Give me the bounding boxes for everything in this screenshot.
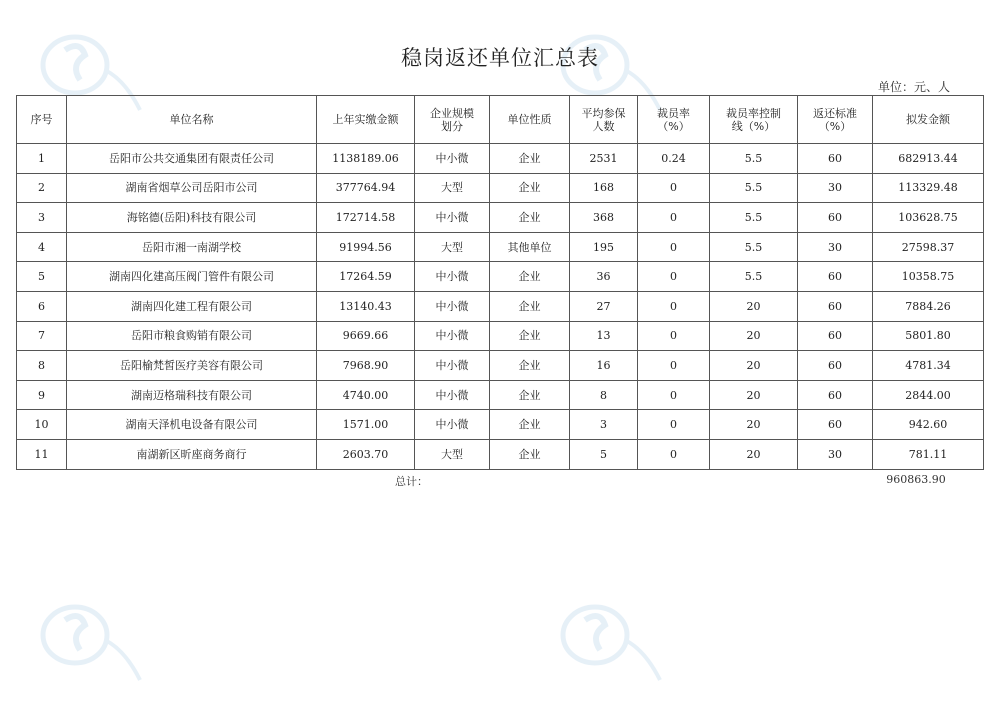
cell-avg-insured: 195 bbox=[570, 232, 638, 262]
cell-layoff-control-line: 5.5 bbox=[710, 173, 798, 203]
header-paid-amount: 上年实缴金额 bbox=[317, 96, 415, 144]
cell-index: 10 bbox=[17, 410, 67, 440]
cell-layoff-rate: 0 bbox=[638, 173, 710, 203]
cell-index: 3 bbox=[17, 203, 67, 233]
cell-paid-amount: 17264.59 bbox=[317, 262, 415, 292]
table-row bbox=[17, 380, 984, 410]
cell-index: 8 bbox=[17, 351, 67, 381]
cell-paid-amount: 2603.70 bbox=[317, 439, 415, 469]
cell-refund-standard: 60 bbox=[798, 144, 873, 174]
cell-proposed-amount: 2844.00 bbox=[873, 380, 984, 410]
cell-layoff-rate: 0.24 bbox=[638, 144, 710, 174]
cell-proposed-amount: 113329.48 bbox=[873, 173, 984, 203]
cell-layoff-control-line: 5.5 bbox=[710, 232, 798, 262]
cell-proposed-amount: 682913.44 bbox=[873, 144, 984, 174]
cell-refund-standard: 30 bbox=[798, 439, 873, 469]
cell-unit-name: 岳阳市粮食购销有限公司 bbox=[67, 321, 317, 351]
cell-unit-type: 企业 bbox=[490, 351, 570, 381]
cell-refund-standard: 60 bbox=[798, 321, 873, 351]
cell-layoff-rate: 0 bbox=[638, 380, 710, 410]
cell-unit-type: 企业 bbox=[490, 321, 570, 351]
watermark-logo-icon bbox=[30, 590, 150, 690]
cell-unit-type: 企业 bbox=[490, 380, 570, 410]
page-title: 稳岗返还单位汇总表 bbox=[401, 46, 599, 70]
cell-company-size: 大型 bbox=[415, 232, 490, 262]
summary-table bbox=[16, 95, 984, 470]
watermark-logo bbox=[550, 590, 670, 690]
table-row bbox=[17, 351, 984, 381]
cell-company-size: 中小微 bbox=[415, 291, 490, 321]
cell-paid-amount: 9669.66 bbox=[317, 321, 415, 351]
cell-unit-type: 企业 bbox=[490, 291, 570, 321]
header-layoff-control-line: 裁员率控制线（%） bbox=[710, 96, 798, 144]
watermark-logo bbox=[30, 590, 150, 690]
cell-index: 2 bbox=[17, 173, 67, 203]
cell-avg-insured: 36 bbox=[570, 262, 638, 292]
table-row bbox=[17, 291, 984, 321]
cell-index: 7 bbox=[17, 321, 67, 351]
cell-layoff-rate: 0 bbox=[638, 321, 710, 351]
cell-layoff-control-line: 20 bbox=[710, 410, 798, 440]
cell-proposed-amount: 7884.26 bbox=[873, 291, 984, 321]
cell-layoff-control-line: 5.5 bbox=[710, 203, 798, 233]
cell-company-size: 中小微 bbox=[415, 321, 490, 351]
cell-layoff-control-line: 20 bbox=[710, 291, 798, 321]
cell-unit-name: 海铭德(岳阳)科技有限公司 bbox=[67, 203, 317, 233]
cell-unit-name: 岳阳市公共交通集团有限责任公司 bbox=[67, 144, 317, 174]
header-unit-name: 单位名称 bbox=[67, 96, 317, 144]
cell-refund-standard: 60 bbox=[798, 351, 873, 381]
cell-index: 11 bbox=[17, 439, 67, 469]
cell-layoff-rate: 0 bbox=[638, 262, 710, 292]
cell-company-size: 中小微 bbox=[415, 144, 490, 174]
header-layoff-rate: 裁员率（%） bbox=[638, 96, 710, 144]
table-row bbox=[17, 262, 984, 292]
cell-paid-amount: 1138189.06 bbox=[317, 144, 415, 174]
cell-layoff-control-line: 20 bbox=[710, 439, 798, 469]
cell-layoff-rate: 0 bbox=[638, 291, 710, 321]
cell-avg-insured: 2531 bbox=[570, 144, 638, 174]
unit-label: 单位：元、人 bbox=[877, 80, 950, 94]
cell-unit-type: 其他单位 bbox=[490, 232, 570, 262]
cell-unit-type: 企业 bbox=[490, 410, 570, 440]
watermark-logo-icon bbox=[550, 590, 670, 690]
cell-proposed-amount: 27598.37 bbox=[873, 232, 984, 262]
header-index: 序号 bbox=[17, 96, 67, 144]
cell-company-size: 中小微 bbox=[415, 380, 490, 410]
cell-layoff-control-line: 5.5 bbox=[710, 144, 798, 174]
cell-layoff-rate: 0 bbox=[638, 203, 710, 233]
cell-index: 1 bbox=[17, 144, 67, 174]
cell-unit-name: 湖南四化建高压阀门管件有限公司 bbox=[67, 262, 317, 292]
cell-unit-name: 湖南天泽机电设备有限公司 bbox=[67, 410, 317, 440]
cell-unit-name: 湖南省烟草公司岳阳市公司 bbox=[67, 173, 317, 203]
cell-paid-amount: 13140.43 bbox=[317, 291, 415, 321]
cell-refund-standard: 30 bbox=[798, 232, 873, 262]
cell-unit-name: 岳阳市湘一南湖学校 bbox=[67, 232, 317, 262]
cell-unit-type: 企业 bbox=[490, 173, 570, 203]
cell-refund-standard: 60 bbox=[798, 291, 873, 321]
cell-paid-amount: 1571.00 bbox=[317, 410, 415, 440]
cell-layoff-rate: 0 bbox=[638, 351, 710, 381]
cell-avg-insured: 13 bbox=[570, 321, 638, 351]
cell-company-size: 中小微 bbox=[415, 410, 490, 440]
cell-proposed-amount: 5801.80 bbox=[873, 321, 984, 351]
cell-unit-type: 企业 bbox=[490, 144, 570, 174]
cell-avg-insured: 8 bbox=[570, 380, 638, 410]
header-avg-insured: 平均参保人数 bbox=[570, 96, 638, 144]
cell-avg-insured: 168 bbox=[570, 173, 638, 203]
cell-company-size: 中小微 bbox=[415, 262, 490, 292]
cell-proposed-amount: 942.60 bbox=[873, 410, 984, 440]
table-row bbox=[17, 410, 984, 440]
cell-index: 4 bbox=[17, 232, 67, 262]
table-row bbox=[17, 232, 984, 262]
cell-unit-type: 企业 bbox=[490, 439, 570, 469]
cell-proposed-amount: 10358.75 bbox=[873, 262, 984, 292]
cell-index: 9 bbox=[17, 380, 67, 410]
cell-company-size: 中小微 bbox=[415, 351, 490, 381]
cell-paid-amount: 172714.58 bbox=[317, 203, 415, 233]
cell-avg-insured: 16 bbox=[570, 351, 638, 381]
table-row bbox=[17, 321, 984, 351]
cell-layoff-rate: 0 bbox=[638, 439, 710, 469]
cell-paid-amount: 7968.90 bbox=[317, 351, 415, 381]
cell-company-size: 大型 bbox=[415, 173, 490, 203]
cell-avg-insured: 3 bbox=[570, 410, 638, 440]
header-refund-standard: 返还标准（%） bbox=[798, 96, 873, 144]
cell-proposed-amount: 103628.75 bbox=[873, 203, 984, 233]
cell-avg-insured: 27 bbox=[570, 291, 638, 321]
table-body bbox=[17, 144, 984, 470]
cell-refund-standard: 30 bbox=[798, 173, 873, 203]
cell-unit-type: 企业 bbox=[490, 203, 570, 233]
cell-unit-type: 企业 bbox=[490, 262, 570, 292]
table-row bbox=[17, 203, 984, 233]
cell-avg-insured: 368 bbox=[570, 203, 638, 233]
table-header-row bbox=[17, 96, 984, 144]
cell-layoff-control-line: 20 bbox=[710, 321, 798, 351]
cell-layoff-rate: 0 bbox=[638, 232, 710, 262]
cell-paid-amount: 377764.94 bbox=[317, 173, 415, 203]
header-unit-type: 单位性质 bbox=[490, 96, 570, 144]
cell-company-size: 中小微 bbox=[415, 203, 490, 233]
table-row bbox=[17, 173, 984, 203]
cell-refund-standard: 60 bbox=[798, 203, 873, 233]
header-company-size: 企业规模划分 bbox=[415, 96, 490, 144]
cell-layoff-control-line: 20 bbox=[710, 380, 798, 410]
cell-refund-standard: 60 bbox=[798, 262, 873, 292]
cell-unit-name: 岳阳榆梵皙医疗美容有限公司 bbox=[67, 351, 317, 381]
header-proposed-amount: 拟发金额 bbox=[873, 96, 984, 144]
cell-paid-amount: 91994.56 bbox=[317, 232, 415, 262]
cell-refund-standard: 60 bbox=[798, 380, 873, 410]
cell-layoff-rate: 0 bbox=[638, 410, 710, 440]
cell-refund-standard: 60 bbox=[798, 410, 873, 440]
cell-company-size: 大型 bbox=[415, 439, 490, 469]
cell-index: 6 bbox=[17, 291, 67, 321]
cell-proposed-amount: 4781.34 bbox=[873, 351, 984, 381]
cell-avg-insured: 5 bbox=[570, 439, 638, 469]
cell-layoff-control-line: 5.5 bbox=[710, 262, 798, 292]
table-row bbox=[17, 439, 984, 469]
cell-proposed-amount: 781.11 bbox=[873, 439, 984, 469]
cell-unit-name: 湖南四化建工程有限公司 bbox=[67, 291, 317, 321]
cell-index: 5 bbox=[17, 262, 67, 292]
total-value: 960863.90 bbox=[886, 473, 946, 486]
table-row bbox=[17, 144, 984, 174]
total-label: 总计： bbox=[395, 475, 428, 488]
cell-unit-name: 南湖新区昕座商务商行 bbox=[67, 439, 317, 469]
cell-layoff-control-line: 20 bbox=[710, 351, 798, 381]
cell-unit-name: 湖南迈格瑞科技有限公司 bbox=[67, 380, 317, 410]
cell-paid-amount: 4740.00 bbox=[317, 380, 415, 410]
